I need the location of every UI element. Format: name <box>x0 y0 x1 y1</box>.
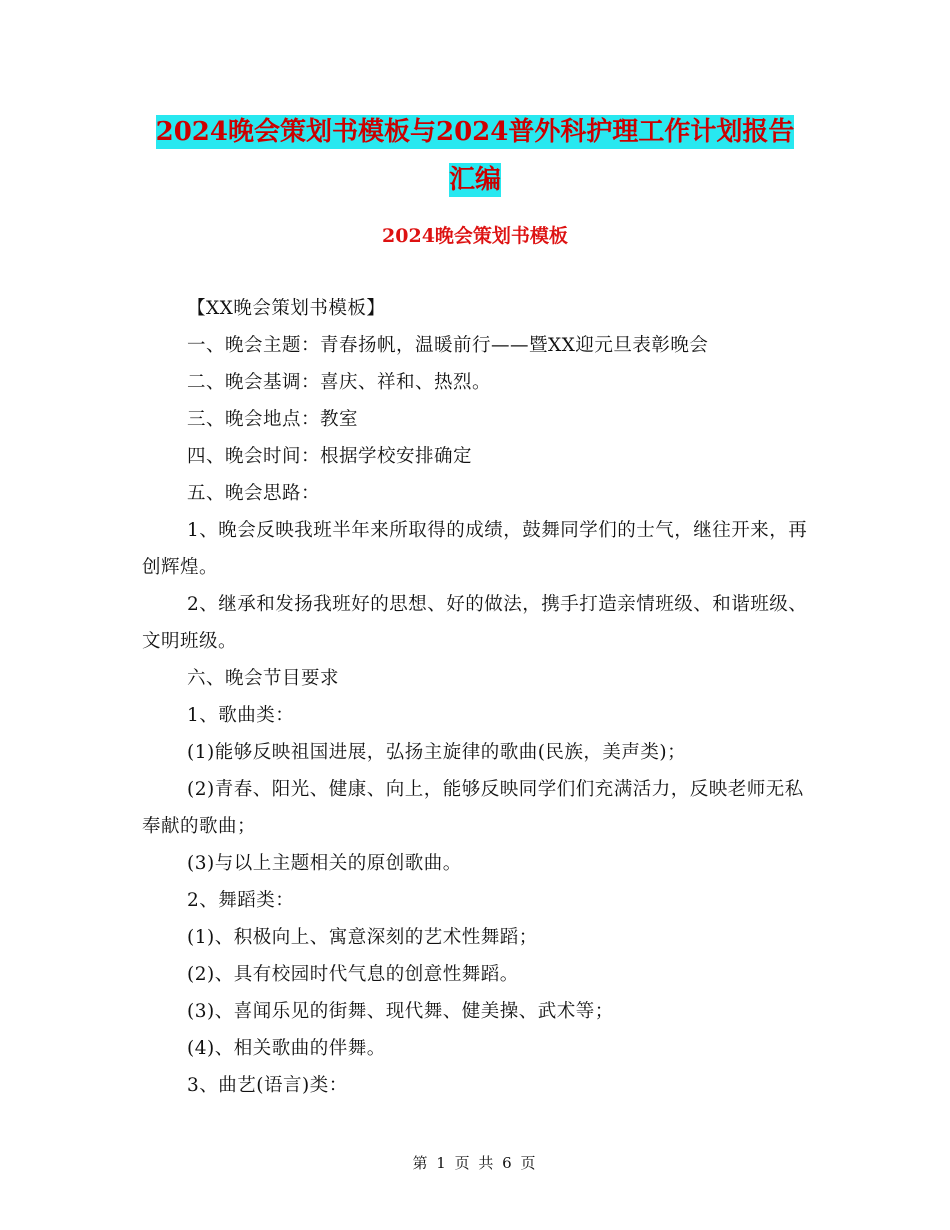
paragraph: 2、舞蹈类： <box>187 890 295 911</box>
paragraph: 四、晚会时间：根据学校安排确定 <box>187 446 473 467</box>
paragraph: 2、继承和发扬我班好的思想、好的做法，携手打造亲情班级、和谐班级、文明班级。 <box>142 594 808 652</box>
paragraph: 3、曲艺(语言)类： <box>187 1075 348 1096</box>
paragraph: (2)、具有校园时代气息的创意性舞蹈。 <box>187 964 519 985</box>
paragraph: 三、晚会地点：教室 <box>187 409 359 430</box>
paragraph: 1、歌曲类： <box>187 705 295 726</box>
paragraph: 五、晚会思路： <box>187 483 321 504</box>
page-number-footer: 第 1 页 共 6 页 <box>412 1154 538 1172</box>
paragraph: (3)与以上主题相关的原创歌曲。 <box>187 853 462 874</box>
paragraph: 1、晚会反映我班半年来所取得的成绩，鼓舞同学们的士气，继往开来，再创辉煌。 <box>142 520 808 578</box>
paragraph: 二、晚会基调：喜庆、祥和、热烈。 <box>187 372 492 393</box>
paragraph: (2)青春、阳光、健康、向上，能够反映同学们们充满活力，反映老师无私奉献的歌曲； <box>142 779 804 837</box>
paragraph: 六、晚会节目要求 <box>187 668 340 689</box>
document-title <box>0 108 950 204</box>
document-title-line-1: 2024晚会策划书模板与2024普外科护理工作计划报告 <box>155 117 795 147</box>
paragraph: (1)能够反映祖国进展，弘扬主旋律的歌曲(民族，美声类)； <box>187 742 687 763</box>
paragraph: 【XX晚会策划书模板】 <box>187 298 386 319</box>
paragraph: (1)、积极向上、寓意深刻的艺术性舞蹈； <box>187 927 538 948</box>
document-title-line-2: 汇编 <box>448 165 501 195</box>
paragraph: (4)、相关歌曲的伴舞。 <box>187 1038 386 1059</box>
section-title: 2024晚会策划书模板 <box>382 225 568 247</box>
paragraph: 一、晚会主题：青春扬帆，温暖前行——暨XX迎元旦表彰晚会 <box>187 335 709 356</box>
document-body <box>142 290 812 1104</box>
paragraph: (3)、喜闻乐见的街舞、现代舞、健美操、武术等； <box>187 1001 614 1022</box>
